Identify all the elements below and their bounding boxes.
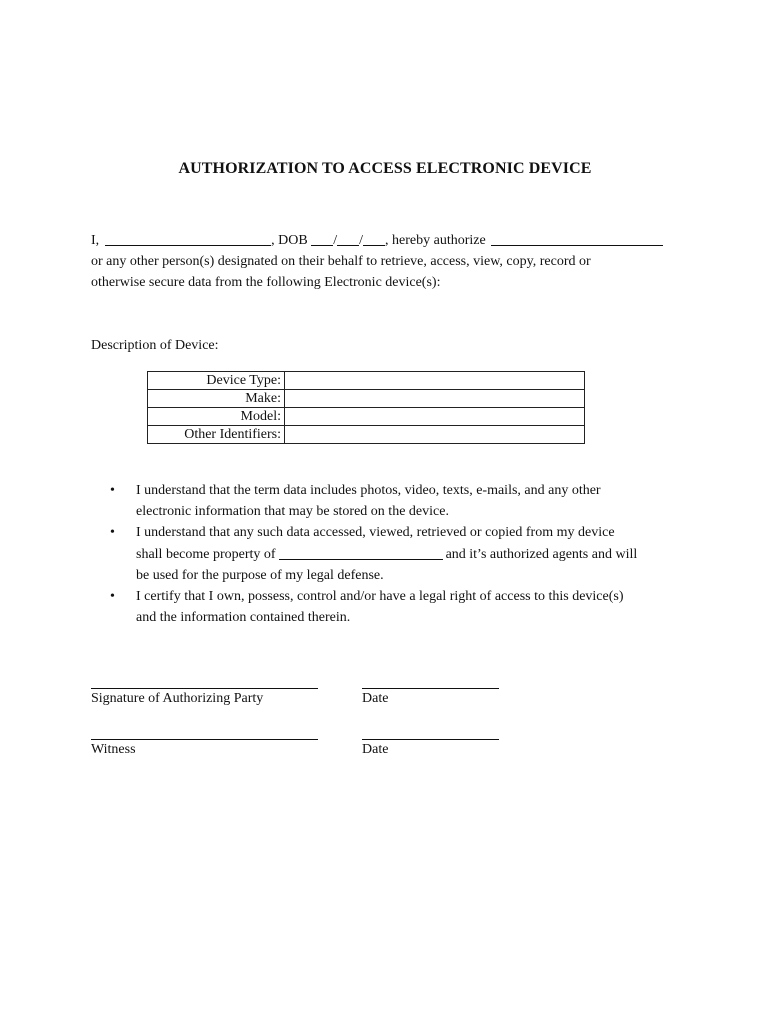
- model-field[interactable]: [285, 408, 585, 426]
- witness-signature-line[interactable]: [91, 739, 318, 740]
- authorization-paragraph: [91, 229, 691, 293]
- bullet-2-line-3: be used for the purpose of my legal defense.: [136, 568, 384, 583]
- authorize-text: , hereby authorize: [385, 233, 486, 248]
- bullet-2-line-2-prefix: shall become property of: [136, 547, 276, 562]
- table-row: [148, 390, 585, 408]
- bullet-2-line-2-suffix: and it’s authorized agents and will: [445, 547, 638, 562]
- dob-day-blank[interactable]: [337, 231, 359, 246]
- bullet-icon: •: [110, 525, 115, 540]
- authorizing-signature-label: Signature of Authorizing Party: [91, 691, 264, 706]
- bullet-3-line-1: I certify that I own, possess, control and/or have a legal right of access to this device(s): [136, 589, 624, 604]
- intro-line-2: or any other person(s) designated on their behalf to retrieve, access, view, copy, record or: [91, 254, 591, 269]
- dob-slash-2: /: [359, 233, 364, 248]
- device-description-table: [147, 371, 585, 444]
- document-title: AUTHORIZATION TO ACCESS ELECTRONIC DEVICE: [178, 160, 592, 177]
- make-field[interactable]: [285, 390, 585, 408]
- make-label: Make:: [148, 390, 285, 408]
- witness-label: Witness: [91, 742, 136, 757]
- bullet-icon: •: [110, 589, 115, 604]
- dob-label: , DOB: [271, 233, 308, 248]
- other-identifiers-field[interactable]: [285, 426, 585, 444]
- list-item: [110, 480, 670, 522]
- acknowledgement-list: [110, 480, 670, 628]
- dob-month-blank[interactable]: [311, 231, 333, 246]
- authorized-party-blank[interactable]: [491, 231, 663, 246]
- device-type-field[interactable]: [285, 372, 585, 390]
- model-label: Model:: [148, 408, 285, 426]
- list-item: [110, 586, 670, 628]
- bullet-icon: •: [110, 483, 115, 498]
- device-type-label: Device Type:: [148, 372, 285, 390]
- bullet-2-line-1: I understand that any such data accessed, viewed, retrieved or copied from my device: [136, 525, 615, 540]
- intro-line-3: otherwise secure data from the following Electronic device(s):: [91, 275, 441, 290]
- dob-slash-1: /: [333, 233, 338, 248]
- name-blank[interactable]: [105, 231, 271, 246]
- intro-prefix: I,: [91, 233, 100, 248]
- bullet-1-line-2: electronic information that may be stored on the device.: [136, 504, 449, 519]
- date-label-1: Date: [362, 691, 389, 706]
- list-item: [110, 522, 670, 586]
- date-label-2: Date: [362, 742, 389, 757]
- authorizing-signature-line[interactable]: [91, 688, 318, 689]
- bullet-1-line-1: I understand that the term data includes photos, video, texts, e-mails, and any other: [136, 483, 601, 498]
- property-of-blank[interactable]: [279, 545, 443, 560]
- date-line-1[interactable]: [362, 688, 499, 689]
- date-line-2[interactable]: [362, 739, 499, 740]
- dob-year-blank[interactable]: [363, 231, 385, 246]
- other-identifiers-label: Other Identifiers:: [148, 426, 285, 444]
- description-label: Description of Device:: [91, 338, 219, 353]
- bullet-3-line-2: and the information contained therein.: [136, 610, 351, 625]
- table-row: [148, 372, 585, 390]
- table-row: [148, 426, 585, 444]
- table-row: [148, 408, 585, 426]
